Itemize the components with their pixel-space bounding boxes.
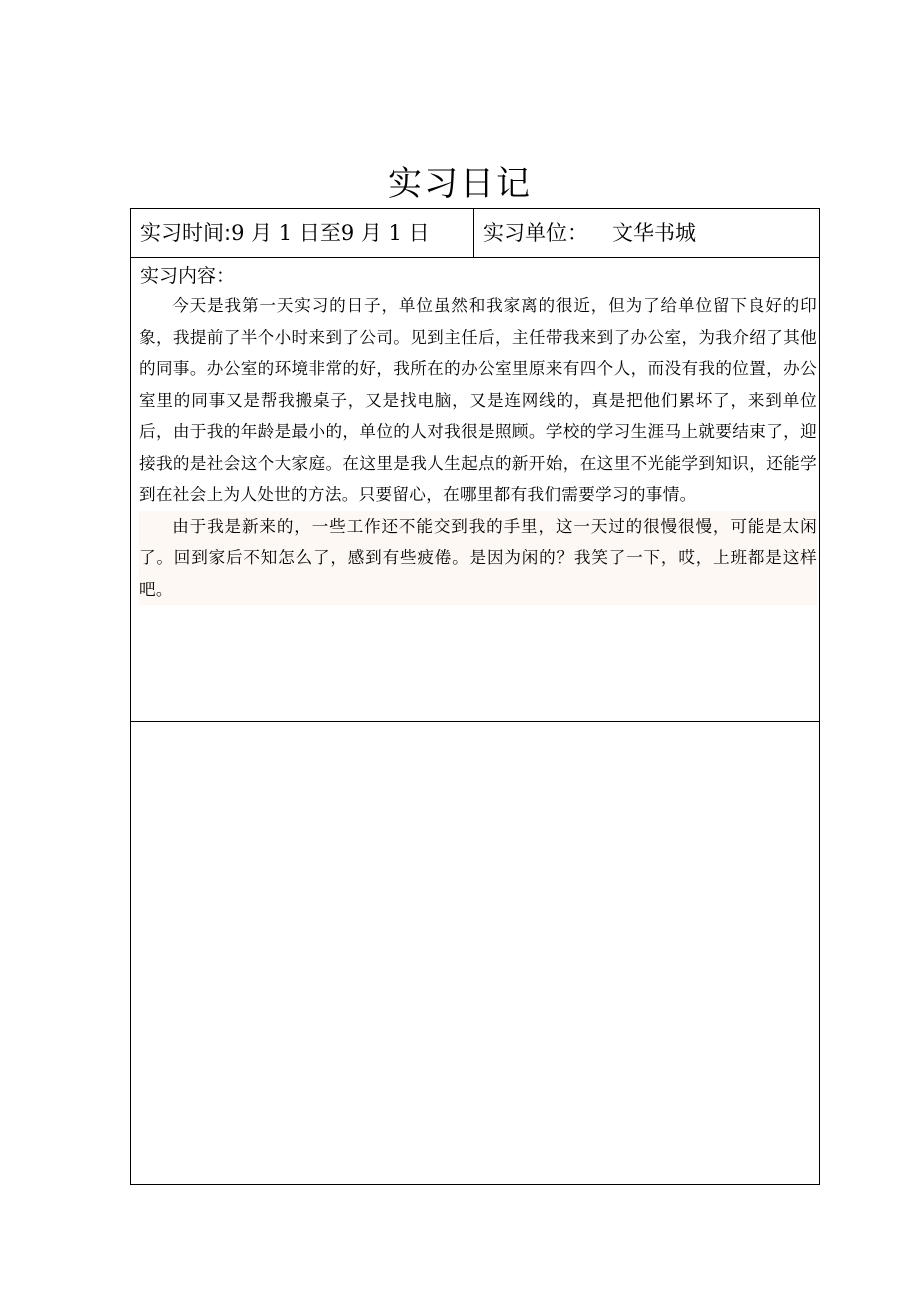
- internship-unit-label: 实习单位：: [483, 221, 588, 245]
- document-title: 实习日记: [388, 164, 532, 204]
- internship-unit-cell: [474, 209, 819, 257]
- empty-notes-cell: [131, 722, 819, 1184]
- internship-content-body: [139, 290, 817, 605]
- internship-time-cell: [131, 209, 474, 257]
- internship-content-cell: [131, 258, 819, 722]
- internship-time-value: 9 月 1 日至9 月 1 日: [231, 221, 430, 245]
- internship-unit-value: 文华书城: [612, 221, 696, 245]
- header-row: [131, 209, 819, 258]
- content-paragraph-1: 今天是我第一天实习的日子，单位虽然和我家离的很近，但为了给单位留下良好的印象，我提前了半个小时来到了公司。见到主任后，主任带我来到了办公室，为我介绍了其他的同事。办公室的环境非常的好，我所在的办公室里原来有四个人，而没有我的位置，办公室里的同事又是帮我搬桌子，又是找电脑，又是连网线的，真是把他们累坏了，来到单位后，由于我的年龄是最小的，单位的人对我很是照顾。学校的学习生涯马上就要结束了，迎接我的是社会这个大家庭。在这里是我人生起点的新开始，在这里不光能学到知识，还能学到在社会上为人处世的方法。只要留心，在哪里都有我们需要学习的事情。: [139, 296, 817, 504]
- internship-time-label: 实习时间:: [140, 221, 232, 245]
- diary-table: [130, 208, 820, 1185]
- content-paragraph-2: 由于我是新来的，一些工作还不能交到我的手里，这一天过的很慢很慢，可能是太闲了。回到家后不知怎么了，感到有些疲倦。是因为闲的？我笑了一下，哎，上班都是这样吧。: [139, 511, 817, 606]
- internship-content-label: 实习内容：: [140, 265, 236, 287]
